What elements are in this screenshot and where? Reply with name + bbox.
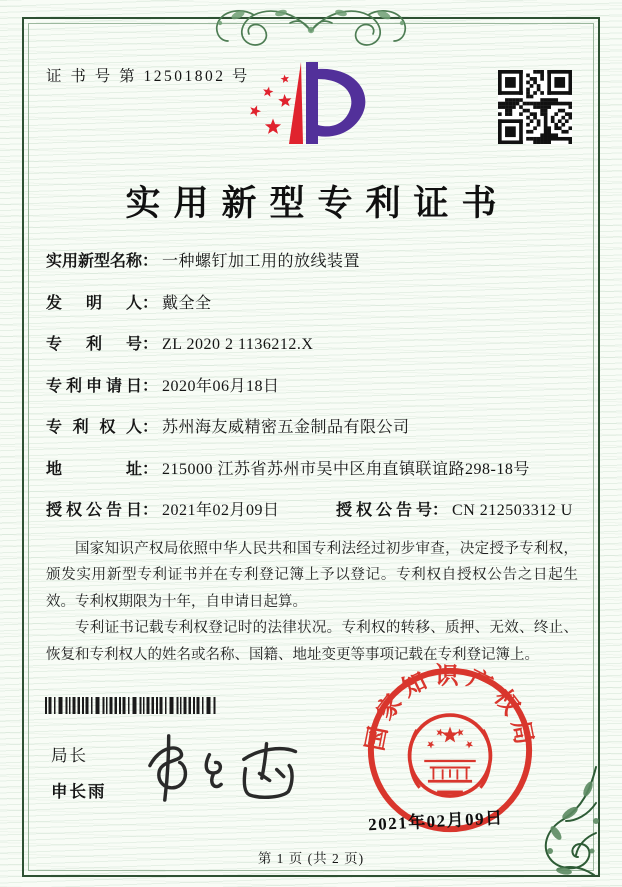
- logo-purple-bar: [306, 62, 318, 144]
- field-value: 215000 江苏省苏州市吴中区甪直镇联谊路298-18号: [162, 460, 530, 478]
- field-value: CN 212503312 U: [452, 502, 573, 519]
- field-row-patent-number: [46, 331, 586, 373]
- field-row-patentee: [46, 414, 586, 456]
- qr-code: [498, 70, 572, 144]
- field-colon: ：: [142, 460, 159, 478]
- seal-emblem-stars: [427, 727, 473, 749]
- top-flourish-ornament: [186, 1, 436, 51]
- barcode: [45, 697, 225, 714]
- field-value: 2021年02月09日: [162, 502, 280, 519]
- field-value: ZL 2020 2 1136212.X: [162, 336, 314, 353]
- seal-date: 2021年02月09日: [367, 808, 505, 835]
- cnipa-logo: [240, 54, 395, 166]
- officer-name: 申长雨: [51, 782, 107, 801]
- legal-paragraph-1: 国家知识产权局依照中华人民共和国专利法经过初步审查，决定授予专利权，颁发实用新型专利证书并在专利登记簿上予以登记。专利权自授权公告之日起生效。专利权期限为十年，自申请日起算。: [46, 541, 578, 610]
- field-row-utility-name: [46, 248, 586, 290]
- field-colon: ：: [142, 419, 159, 436]
- field-grant-number-pair: [336, 497, 573, 520]
- field-label: 专利申请日: [46, 377, 142, 395]
- field-colon: ：: [142, 336, 159, 353]
- field-value: 2020年06月18日: [162, 377, 280, 395]
- officer-title: 局长: [51, 746, 88, 765]
- field-colon: ：: [142, 377, 159, 395]
- field-colon: ：: [142, 502, 159, 519]
- field-colon: ：: [142, 294, 159, 312]
- field-label: 授权公告号: [336, 502, 432, 519]
- field-label: 授权公告日: [46, 502, 142, 519]
- field-row-grant: [46, 497, 586, 539]
- field-row-inventor: [46, 290, 586, 332]
- field-label: 专利号: [46, 336, 142, 353]
- director-signature: [128, 720, 308, 812]
- logo-red-wedge: [289, 62, 303, 144]
- legal-text: [46, 536, 578, 668]
- seal-agency-text: 国家知识产权局: [362, 663, 538, 754]
- certificate-number: 证 书 号 第 12501802 号: [46, 68, 250, 85]
- page-number: 第 1 页 (共 2 页): [257, 851, 365, 866]
- certificate-title: 实用新型专利证书: [125, 184, 510, 223]
- field-label: 发明人: [46, 294, 142, 312]
- patent-fields: [46, 248, 586, 539]
- field-label: 专利权人: [46, 419, 142, 436]
- field-row-address: [46, 456, 586, 498]
- barcode-bars: [45, 697, 216, 714]
- logo-stars: [250, 75, 291, 134]
- field-value: 苏州海友威精密五金制品有限公司: [162, 419, 410, 436]
- legal-paragraph-2: 专利证书记载专利权登记时的法律状况。专利权的转移、质押、无效、终止、恢复和专利权人的姓名或名称、国籍、地址变更等事项记载在专利登记簿上。: [46, 620, 578, 663]
- field-value: 戴全全: [162, 294, 212, 312]
- field-colon: ：: [142, 253, 159, 270]
- field-label: 实用新型名称: [46, 253, 143, 270]
- field-row-filing-date: [46, 373, 586, 415]
- field-label: 地址: [46, 460, 142, 478]
- field-value: 一种螺钉加工用的放线装置: [162, 253, 361, 270]
- officer-block: [51, 742, 107, 802]
- logo-purple-bowl: [318, 69, 365, 137]
- field-colon: ：: [432, 502, 449, 519]
